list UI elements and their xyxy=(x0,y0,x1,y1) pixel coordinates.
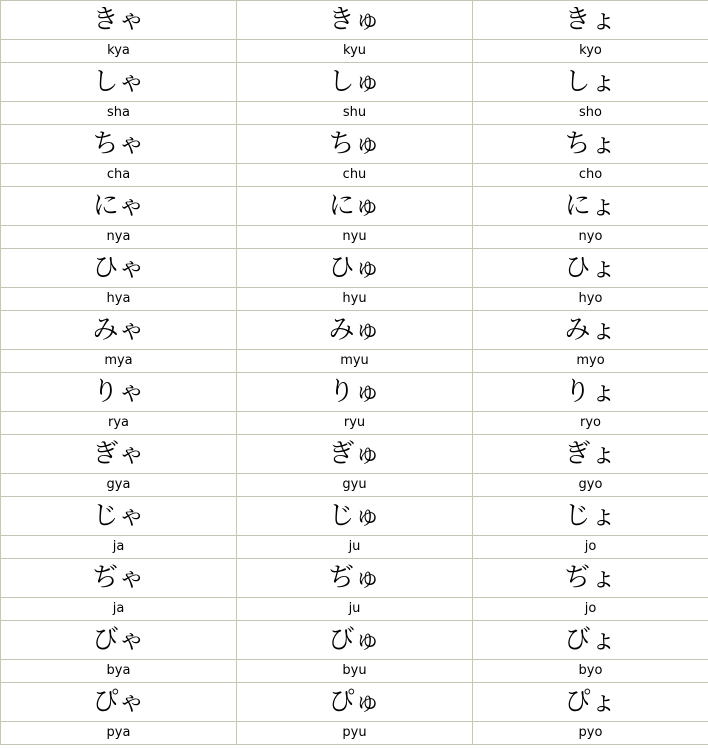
romaji-cell: bya xyxy=(1,660,237,683)
romaji-cell: sho xyxy=(473,102,708,125)
kana-cell: しょ xyxy=(473,63,708,102)
kana-cell: びゃ xyxy=(1,621,237,660)
kana-row xyxy=(1,311,708,350)
romaji-cell: ja xyxy=(1,598,237,621)
kana-cell: ぢゃ xyxy=(1,559,237,598)
romaji-cell: nyo xyxy=(473,226,708,249)
romaji-row xyxy=(1,164,708,187)
romaji-cell: nyu xyxy=(237,226,473,249)
kana-cell: にょ xyxy=(473,187,708,226)
romaji-cell: byo xyxy=(473,660,708,683)
romaji-row xyxy=(1,40,708,63)
romaji-cell: hyu xyxy=(237,288,473,311)
kana-cell: ぢゅ xyxy=(237,559,473,598)
kana-row xyxy=(1,249,708,288)
romaji-cell: mya xyxy=(1,350,237,373)
romaji-cell: cha xyxy=(1,164,237,187)
romaji-row xyxy=(1,474,708,497)
romaji-row xyxy=(1,598,708,621)
kana-cell: ちょ xyxy=(473,125,708,164)
romaji-cell: jo xyxy=(473,598,708,621)
romaji-cell: pyu xyxy=(237,722,473,745)
kana-row xyxy=(1,559,708,598)
kana-cell: ちゃ xyxy=(1,125,237,164)
kana-cell: ぎゅ xyxy=(237,435,473,474)
kana-cell: ぴょ xyxy=(473,683,708,722)
kana-cell: きょ xyxy=(473,1,708,40)
romaji-cell: kyu xyxy=(237,40,473,63)
romaji-cell: myo xyxy=(473,350,708,373)
romaji-row xyxy=(1,412,708,435)
romaji-row xyxy=(1,350,708,373)
kana-cell: ひゅ xyxy=(237,249,473,288)
kana-table-body xyxy=(1,1,708,745)
romaji-cell: sha xyxy=(1,102,237,125)
romaji-cell: gyu xyxy=(237,474,473,497)
kana-row xyxy=(1,125,708,164)
kana-cell: みゅ xyxy=(237,311,473,350)
kana-cell: しゃ xyxy=(1,63,237,102)
romaji-cell: kyo xyxy=(473,40,708,63)
kana-cell: じょ xyxy=(473,497,708,536)
romaji-cell: ja xyxy=(1,536,237,559)
kana-cell: きゅ xyxy=(237,1,473,40)
romaji-cell: kya xyxy=(1,40,237,63)
kana-cell: りょ xyxy=(473,373,708,412)
kana-cell: びゅ xyxy=(237,621,473,660)
romaji-cell: rya xyxy=(1,412,237,435)
kana-row xyxy=(1,435,708,474)
romaji-cell: gyo xyxy=(473,474,708,497)
romaji-row xyxy=(1,722,708,745)
romaji-cell: chu xyxy=(237,164,473,187)
kana-cell: ぢょ xyxy=(473,559,708,598)
romaji-cell: pya xyxy=(1,722,237,745)
romaji-cell: pyo xyxy=(473,722,708,745)
kana-row xyxy=(1,1,708,40)
romaji-cell: jo xyxy=(473,536,708,559)
kana-cell: みゃ xyxy=(1,311,237,350)
kana-row xyxy=(1,621,708,660)
romaji-cell: shu xyxy=(237,102,473,125)
kana-cell: きゃ xyxy=(1,1,237,40)
romaji-row xyxy=(1,660,708,683)
romaji-row xyxy=(1,288,708,311)
romaji-cell: ryo xyxy=(473,412,708,435)
kana-cell: にゅ xyxy=(237,187,473,226)
kana-cell: りゃ xyxy=(1,373,237,412)
kana-cell: ひょ xyxy=(473,249,708,288)
kana-cell: ひゃ xyxy=(1,249,237,288)
kana-cell: みょ xyxy=(473,311,708,350)
romaji-cell: gya xyxy=(1,474,237,497)
romaji-cell: byu xyxy=(237,660,473,683)
kana-cell: びょ xyxy=(473,621,708,660)
romaji-row xyxy=(1,226,708,249)
romaji-cell: hyo xyxy=(473,288,708,311)
romaji-row xyxy=(1,536,708,559)
romaji-cell: ju xyxy=(237,598,473,621)
kana-row xyxy=(1,497,708,536)
kana-cell: りゅ xyxy=(237,373,473,412)
romaji-row xyxy=(1,102,708,125)
romaji-cell: hya xyxy=(1,288,237,311)
kana-row xyxy=(1,187,708,226)
romaji-cell: ryu xyxy=(237,412,473,435)
kana-cell: ぎょ xyxy=(473,435,708,474)
kana-cell: じゅ xyxy=(237,497,473,536)
kana-row xyxy=(1,683,708,722)
kana-cell: ぎゃ xyxy=(1,435,237,474)
romaji-cell: myu xyxy=(237,350,473,373)
romaji-cell: ju xyxy=(237,536,473,559)
kana-cell: ぴゃ xyxy=(1,683,237,722)
kana-cell: しゅ xyxy=(237,63,473,102)
kana-cell: ちゅ xyxy=(237,125,473,164)
romaji-cell: cho xyxy=(473,164,708,187)
kana-row xyxy=(1,63,708,102)
kana-row xyxy=(1,373,708,412)
romaji-cell: nya xyxy=(1,226,237,249)
kana-cell: にゃ xyxy=(1,187,237,226)
kana-cell: ぴゅ xyxy=(237,683,473,722)
kana-cell: じゃ xyxy=(1,497,237,536)
